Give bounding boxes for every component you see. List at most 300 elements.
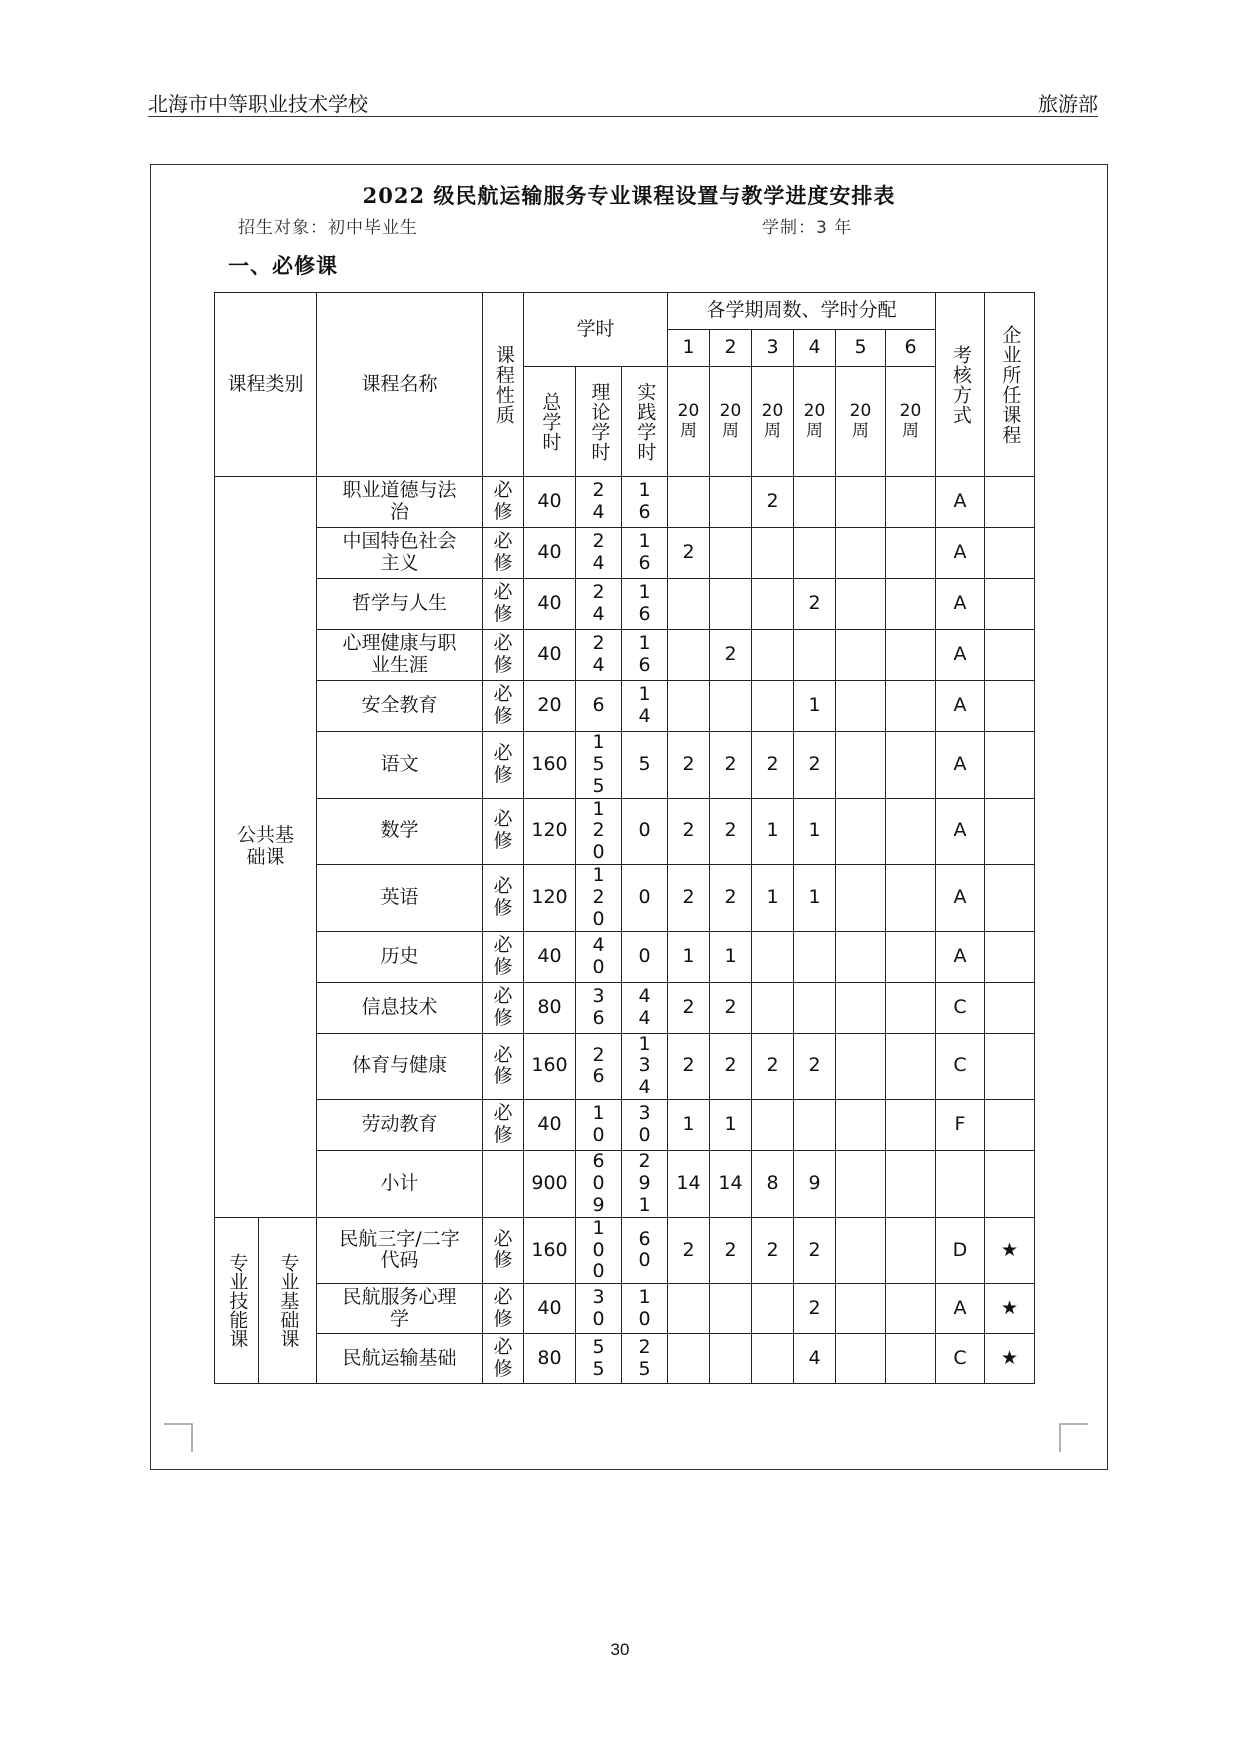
total-hours: 20 [524,681,576,732]
enterprise-value [985,865,1035,932]
course-nature-text: 必修 [493,581,513,625]
course-name-text: 民航三字/二字代码 [339,1227,460,1272]
practice-hours [622,630,668,681]
semester-4-value: 1 [794,865,836,932]
course-row [215,931,1035,982]
practice-hours-text: 30 [638,1102,651,1147]
course-nature-text: 必修 [493,1102,513,1147]
course-row [215,865,1035,932]
semester-2-value [710,1334,752,1384]
total-hours: 40 [524,477,576,528]
course-name-text: 小计 [380,1171,419,1194]
crop-mark-left [164,1422,194,1452]
theory-hours-header [576,367,622,477]
total-hours: 120 [524,865,576,932]
semester-4-value [794,982,836,1033]
semester-6-weeks-text: 20周 [899,400,922,441]
semester-6-value [886,931,936,982]
course-nature-text: 必修 [493,1285,513,1330]
semester-4-value [794,477,836,528]
course-row [215,528,1035,579]
semester-1-value [668,1284,710,1334]
theory-hours [576,1334,622,1384]
semester-3-value [752,630,794,681]
course-nature-text: 必修 [493,808,513,853]
semester-4-value: 2 [794,732,836,799]
semester-4-value: 2 [794,579,836,630]
theory-hours-text: 40 [592,933,605,978]
course-row [215,681,1035,732]
theory-hours-text: 120 [592,864,605,930]
course-name [317,1151,483,1218]
semester-2-value [710,681,752,732]
course-nature [483,1033,524,1100]
course-nature-text: 必修 [493,1043,513,1088]
semester-5-value [836,931,886,982]
total-hours: 40 [524,931,576,982]
practice-hours-text: 16 [638,581,651,625]
practice-hours-text: 16 [638,530,651,574]
page-number: 30 [610,1640,630,1659]
enterprise-value [985,528,1035,579]
semester-4-weeks-text: 20周 [803,400,826,441]
semester-1-value [668,477,710,528]
semester-6-value [886,1151,936,1218]
enrollment-target: 招生对象：初中毕业生 [238,218,418,238]
theory-hours-text: 155 [592,731,605,797]
semester-1-value: 2 [668,865,710,932]
course-name-text: 信息技术 [361,995,438,1018]
header-row-1 [215,293,1035,330]
practice-hours-header [622,367,668,477]
category-public [215,477,317,1218]
semester-1-weeks-text: 20周 [677,400,700,441]
practice-hours [622,579,668,630]
assessment-header-text: 考核方式 [949,344,972,425]
semester-2-value: 1 [710,1100,752,1151]
course-name-text: 劳动教育 [361,1113,438,1136]
assessment-value: C [936,1334,985,1384]
practice-hours [622,1284,668,1334]
theory-hours-header-text: 理论学时 [588,381,611,462]
theory-hours [576,528,622,579]
category-professional [215,1217,259,1384]
enterprise-value: ★ [985,1334,1035,1384]
practice-hours-text: 16 [638,479,651,523]
theory-hours [576,865,622,932]
semester-3-weeks [752,367,794,477]
course-row [215,1033,1035,1100]
theory-hours [576,681,622,732]
semester-2-value [710,579,752,630]
theory-hours-text: 609 [592,1150,605,1216]
assessment-value: D [936,1217,985,1284]
course-name-text: 历史 [380,944,419,967]
course-nature [483,1334,524,1384]
course-name-text: 职业道德与法治 [342,479,457,523]
semester-1-value: 14 [668,1151,710,1218]
category-header: 课程类别 [215,293,317,477]
practice-hours [622,681,668,732]
course-row [215,1334,1035,1384]
semester-4-value: 2 [794,1284,836,1334]
semester-dist-header: 各学期周数、学时分配 [668,293,936,330]
semester-6-value [886,1284,936,1334]
theory-hours-text: 24 [592,479,605,523]
theory-hours-text: 24 [592,581,605,625]
semester-3-value: 2 [752,477,794,528]
practice-hours [622,931,668,982]
semester-6-value [886,982,936,1033]
semester-3-value [752,681,794,732]
curriculum-table [214,292,1035,1384]
semester-5-value [836,865,886,932]
semester-4-value [794,630,836,681]
semester-5-value [836,1033,886,1100]
course-name [317,732,483,799]
practice-hours-text: 44 [638,984,651,1029]
practice-hours [622,732,668,799]
semester-4-weeks [794,367,836,477]
semester-1-value [668,681,710,732]
assessment-value [936,1151,985,1218]
total-hours: 120 [524,798,576,865]
course-row [215,630,1035,681]
semester-5-value [836,630,886,681]
course-nature [483,681,524,732]
semester-1-value: 2 [668,528,710,579]
semester-2-value: 14 [710,1151,752,1218]
course-name [317,681,483,732]
theory-hours-text: 24 [592,632,605,676]
theory-hours [576,1217,622,1284]
course-nature-text: 必修 [493,1227,513,1272]
semester-3-value: 8 [752,1151,794,1218]
enterprise-value [985,630,1035,681]
assessment-value: A [936,477,985,528]
course-name-text: 中国特色社会主义 [342,530,457,574]
course-name-text: 哲学与人生 [351,592,447,615]
semester-6-header: 6 [886,330,936,367]
semester-6-value [886,732,936,799]
course-name [317,579,483,630]
practice-hours-text: 16 [638,632,651,676]
nature-header [483,293,524,477]
assessment-value: A [936,528,985,579]
semester-6-value [886,681,936,732]
semester-1-weeks [668,367,710,477]
course-nature [483,865,524,932]
semester-2-value: 2 [710,732,752,799]
total-hours: 160 [524,1217,576,1284]
enterprise-value: ★ [985,1284,1035,1334]
total-hours: 40 [524,630,576,681]
semester-2-value: 2 [710,982,752,1033]
semester-6-value [886,630,936,681]
theory-hours-text: 100 [592,1217,605,1283]
course-nature [483,1217,524,1284]
semester-3-value: 1 [752,798,794,865]
theory-hours-text: 10 [592,1102,605,1147]
total-hours: 40 [524,1284,576,1334]
course-row [215,477,1035,528]
semester-1-value: 2 [668,1217,710,1284]
course-nature [483,1151,524,1218]
course-name-text: 安全教育 [361,694,438,717]
semester-5-value [836,1284,886,1334]
course-name-text: 语文 [380,752,419,775]
practice-hours-text: 0 [638,944,651,967]
course-row [215,1151,1035,1218]
enterprise-header-text: 企业所任课程 [999,324,1022,445]
practice-hours-text: 25 [638,1335,651,1380]
course-row [215,1100,1035,1151]
course-nature [483,579,524,630]
semester-4-header: 4 [794,330,836,367]
course-nature-text: 必修 [493,874,513,919]
total-hours: 160 [524,1033,576,1100]
semester-3-value [752,1334,794,1384]
course-nature-text: 必修 [493,530,513,574]
enterprise-value [985,1100,1035,1151]
semester-5-value [836,1217,886,1284]
total-hours: 40 [524,528,576,579]
assessment-header [936,293,985,477]
course-name [317,630,483,681]
total-hours: 160 [524,732,576,799]
nature-header-text: 课程性质 [492,344,515,425]
semester-2-value: 2 [710,865,752,932]
course-nature-text: 必修 [493,741,513,786]
semester-1-value [668,579,710,630]
enterprise-value [985,579,1035,630]
assessment-value: A [936,732,985,799]
course-name [317,1284,483,1334]
course-nature-text: 必修 [493,1335,513,1380]
course-name-text: 数学 [380,819,419,842]
semester-3-header: 3 [752,330,794,367]
total-hours: 40 [524,1100,576,1151]
semester-2-value [710,1284,752,1334]
semester-3-value: 2 [752,1217,794,1284]
document-title: 2022 级民航运输服务专业课程设置与教学进度安排表 [362,183,896,208]
semester-2-value: 2 [710,1033,752,1100]
total-hours: 40 [524,579,576,630]
semester-3-value [752,931,794,982]
semester-2-value: 2 [710,630,752,681]
semester-5-value [836,528,886,579]
course-name-text: 英语 [380,885,419,908]
semester-1-value: 1 [668,1100,710,1151]
semester-1-value [668,1334,710,1384]
course-row [215,982,1035,1033]
theory-hours-text: 6 [592,694,605,717]
enterprise-value: ★ [985,1217,1035,1284]
course-name [317,931,483,982]
total-hours: 900 [524,1151,576,1218]
theory-hours [576,1284,622,1334]
semester-3-value: 2 [752,732,794,799]
semester-6-value [886,477,936,528]
theory-hours [576,931,622,982]
semester-6-value [886,798,936,865]
category-professional-sub [259,1217,317,1384]
semester-6-value [886,865,936,932]
practice-hours [622,798,668,865]
semester-3-value [752,528,794,579]
semester-6-value [886,1334,936,1384]
semester-4-value [794,528,836,579]
crop-mark-right [1058,1422,1088,1452]
semester-4-value: 2 [794,1217,836,1284]
enterprise-value [985,1033,1035,1100]
course-name [317,865,483,932]
semester-3-value [752,1100,794,1151]
enterprise-value [985,681,1035,732]
semester-5-value [836,1334,886,1384]
practice-hours-text: 10 [638,1285,651,1330]
semester-5-header: 5 [836,330,886,367]
course-name [317,1033,483,1100]
course-row [215,1217,1035,1284]
assessment-value: A [936,865,985,932]
semester-2-weeks-text: 20周 [719,400,742,441]
semester-5-value [836,1100,886,1151]
assessment-value: F [936,1100,985,1151]
assessment-value: A [936,931,985,982]
course-nature [483,798,524,865]
course-nature [483,1284,524,1334]
theory-hours [576,630,622,681]
program-duration: 学制：3 年 [762,218,853,238]
semester-5-value [836,982,886,1033]
semester-5-value [836,477,886,528]
course-name [317,528,483,579]
semester-1-value: 1 [668,931,710,982]
course-nature-text: 必修 [493,933,513,978]
semester-3-value: 1 [752,865,794,932]
enterprise-value [985,798,1035,865]
total-hours: 80 [524,1334,576,1384]
assessment-value: C [936,982,985,1033]
enterprise-value [985,732,1035,799]
semester-2-value [710,528,752,579]
semester-6-value [886,1100,936,1151]
course-nature [483,931,524,982]
semester-3-value [752,579,794,630]
semester-5-value [836,798,886,865]
header-rule [148,116,1098,117]
semester-3-weeks-text: 20周 [761,400,784,441]
semester-5-value [836,732,886,799]
theory-hours [576,732,622,799]
practice-hours [622,1217,668,1284]
semester-2-weeks [710,367,752,477]
theory-hours [576,798,622,865]
theory-hours [576,1033,622,1100]
practice-hours [622,1100,668,1151]
course-row [215,798,1035,865]
semester-6-weeks [886,367,936,477]
practice-hours-text: 14 [638,683,651,727]
assessment-value: A [936,630,985,681]
semester-4-value: 9 [794,1151,836,1218]
semester-2-value: 1 [710,931,752,982]
assessment-value: C [936,1033,985,1100]
practice-hours [622,982,668,1033]
course-name [317,1100,483,1151]
practice-hours-text: 0 [638,885,651,908]
practice-hours [622,1033,668,1100]
category-professional-text: 专业技能课 [226,1252,249,1348]
total-hours-header-text: 总学时 [539,391,562,452]
semester-2-value: 2 [710,798,752,865]
semester-5-value [836,681,886,732]
course-nature-text: 必修 [493,632,513,676]
semester-4-value: 1 [794,798,836,865]
theory-hours [576,982,622,1033]
semester-6-value [886,1217,936,1284]
course-name [317,1217,483,1284]
enterprise-value [985,982,1035,1033]
theory-hours [576,1151,622,1218]
practice-hours-header-text: 实践学时 [634,381,657,462]
practice-hours [622,528,668,579]
course-nature [483,528,524,579]
course-nature [483,477,524,528]
semester-5-value [836,1151,886,1218]
assessment-value: A [936,1284,985,1334]
course-name-text: 心理健康与职业生涯 [342,632,457,676]
section-heading: 一、必修课 [228,253,338,278]
semester-4-value [794,931,836,982]
semester-1-value: 2 [668,1033,710,1100]
theory-hours-text: 36 [592,984,605,1029]
theory-hours-text: 30 [592,1285,605,1330]
department-name: 旅游部 [1038,92,1098,116]
course-row [215,732,1035,799]
semester-3-value [752,1284,794,1334]
semester-4-value [794,1100,836,1151]
category-public-text: 公共基础课 [236,823,294,868]
school-name: 北海市中等职业技术学校 [148,92,368,116]
theory-hours-text: 24 [592,530,605,574]
enterprise-value [985,477,1035,528]
semester-6-value [886,1033,936,1100]
semester-4-value: 4 [794,1334,836,1384]
theory-hours [576,477,622,528]
practice-hours [622,1334,668,1384]
semester-5-value [836,579,886,630]
practice-hours [622,1151,668,1218]
course-name [317,477,483,528]
practice-hours [622,477,668,528]
course-name-text: 体育与健康 [351,1054,447,1077]
total-hours: 80 [524,982,576,1033]
semester-1-value [668,630,710,681]
course-nature-text: 必修 [493,984,513,1029]
enterprise-value [985,1151,1035,1218]
practice-hours-text: 0 [638,819,651,842]
course-nature-text: 必修 [493,683,513,727]
course-name [317,1334,483,1384]
course-name [317,982,483,1033]
enterprise-value [985,931,1035,982]
semester-1-value: 2 [668,732,710,799]
semester-6-value [886,528,936,579]
course-nature [483,1100,524,1151]
theory-hours-text: 55 [592,1335,605,1380]
